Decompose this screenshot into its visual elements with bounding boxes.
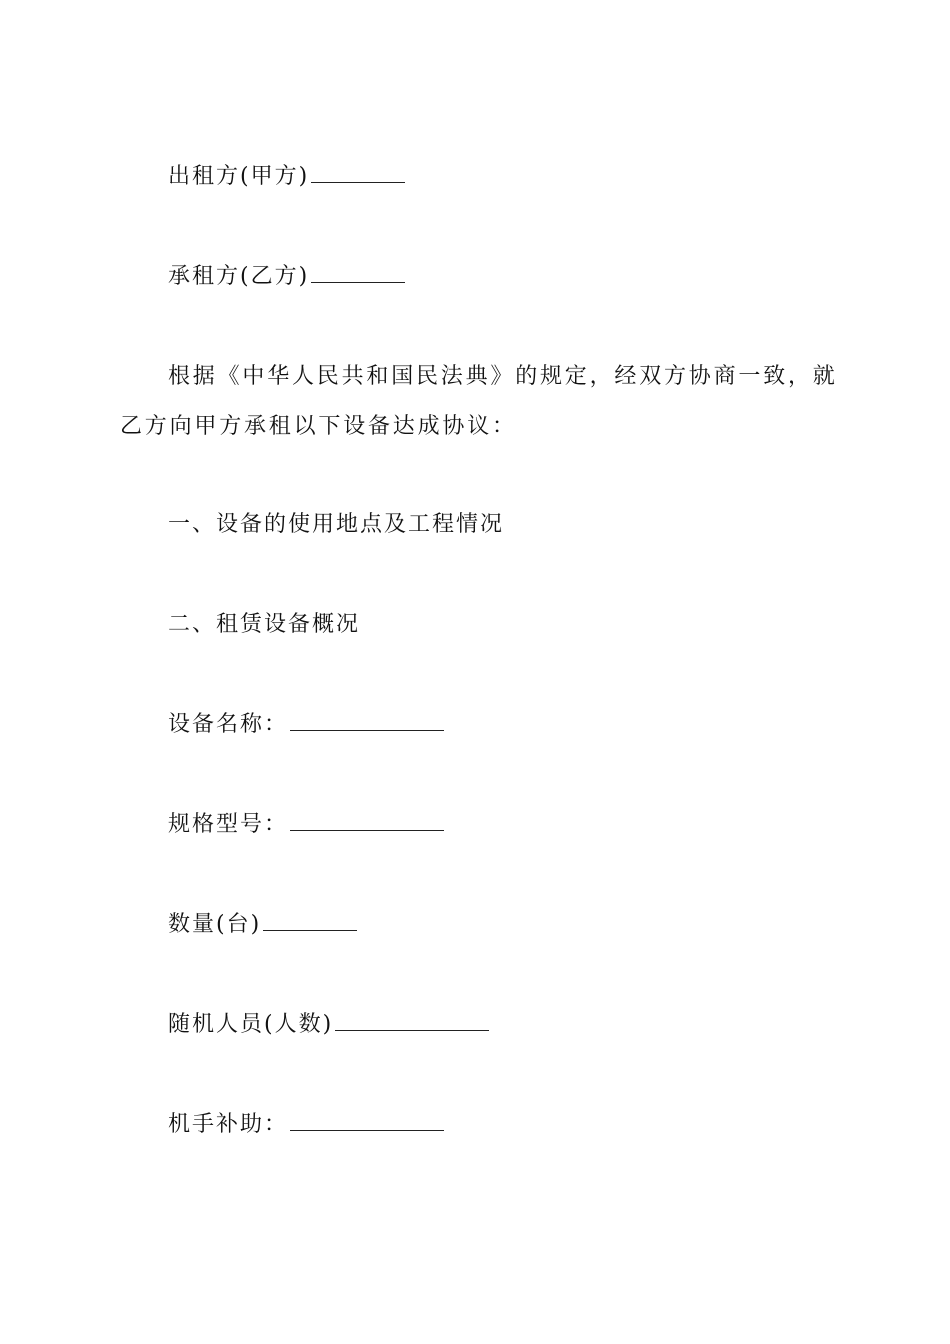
preamble-line-1: 根据《中华人民共和国民法典》的规定，经双方协商一致，就: [168, 364, 838, 389]
staff-label: 随机人员(人数): [168, 1012, 334, 1037]
lessee-blank: [311, 262, 405, 283]
staff-line: [168, 1010, 489, 1040]
equipment-name-blank: [290, 710, 444, 731]
model-line: [168, 810, 444, 840]
model-label: 规格型号：: [168, 812, 289, 837]
operator-subsidy-label: 机手补助：: [168, 1112, 289, 1137]
section-1-title: 一、设备的使用地点及工程情况: [168, 512, 505, 537]
model-blank: [290, 810, 444, 831]
operator-subsidy-line: [168, 1110, 444, 1140]
equipment-name-label: 设备名称：: [168, 712, 289, 737]
quantity-blank: [263, 910, 357, 931]
operator-subsidy-blank: [290, 1110, 444, 1131]
lessee-line: [168, 262, 405, 292]
quantity-label: 数量(台): [168, 912, 262, 937]
preamble-line-2: 乙方向甲方承租以下设备达成协议：: [120, 414, 517, 439]
lessor-label: 出租方(甲方): [168, 164, 310, 189]
staff-blank: [335, 1010, 489, 1031]
lessee-label: 承租方(乙方): [168, 264, 310, 289]
lessor-line: [168, 162, 405, 192]
quantity-line: [168, 910, 357, 940]
section-2-title: 二、租赁设备概况: [168, 612, 361, 637]
lessor-blank: [311, 162, 405, 183]
equipment-name-line: [168, 710, 444, 740]
